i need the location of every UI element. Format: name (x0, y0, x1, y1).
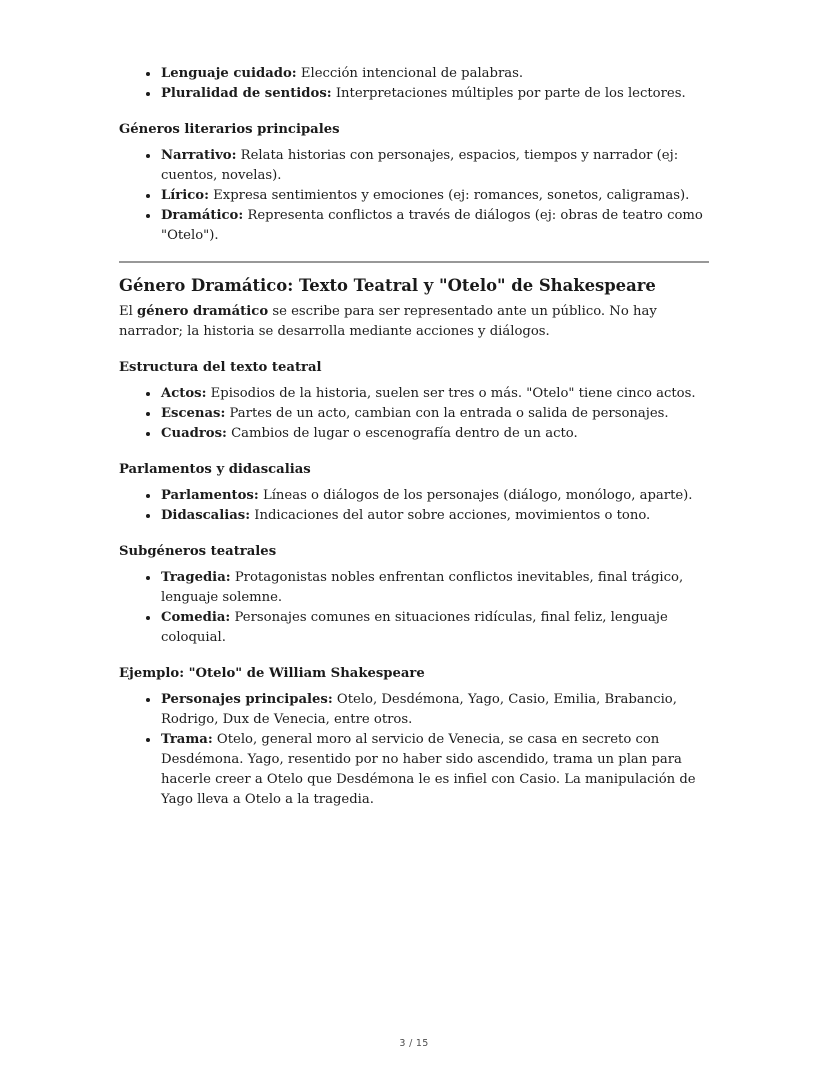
list-item (160, 146, 709, 186)
sub-heading: Subgéneros teatrales (119, 544, 277, 559)
text-run: se escribe para ser representado ante un público. No hay narrador; la historia se desarrolla mediante acciones y diálogos. (119, 304, 657, 339)
list-item-term: Cuadros: (161, 426, 227, 441)
list-item-text: Episodios de la historia, suelen ser tres o más. "Otelo" tiene cinco actos. (210, 386, 696, 401)
sub-heading: Estructura del texto teatral (119, 360, 322, 375)
list-item-text: Personajes comunes en situaciones ridículas, final feliz, lenguaje coloquial. (161, 610, 668, 645)
list-item (160, 690, 709, 730)
list-item (160, 486, 709, 506)
list-item-text: Expresa sentimientos y emociones (ej: romances, sonetos, caligramas). (213, 188, 690, 203)
list-item-term: Escenas: (161, 406, 226, 421)
list-item (160, 404, 709, 424)
bullet-list (119, 690, 709, 810)
list-item-text: Relata historias con personajes, espacios, tiempos y narrador (ej: cuentos, novelas). (161, 148, 679, 183)
sub-heading: Parlamentos y didascalias (119, 462, 311, 477)
list-item (160, 384, 709, 404)
list-item-term: Actos: (161, 386, 207, 401)
text-run: El (119, 304, 138, 319)
list-item (160, 64, 709, 84)
section-heading: Género Dramático: Texto Teatral y "Otelo" de Shakespeare (119, 276, 656, 295)
list-item-text: Interpretaciones múltiples por parte de los lectores. (335, 86, 686, 101)
horizontal-divider (119, 261, 709, 263)
list-item-term: Didascalias: (161, 508, 251, 523)
list-item-term: Lírico: (161, 188, 209, 203)
bullet-list (119, 568, 709, 648)
list-item-text: Otelo, Desdémona, Yago, Casio, Emilia, Brabancio, Rodrigo, Dux de Venecia, entre otros. (161, 692, 677, 727)
page-number: 3 / 15 (399, 1038, 429, 1049)
list-item-text: Cambios de lugar o escenografía dentro de un acto. (231, 426, 578, 441)
list-item-text: Otelo, general moro al servicio de Venecia, se casa en secreto con Desdémona. Yago, resentido por no haber sido ascendido, trama un plan para hacerle creer a Otelo que Desdémona le es infiel con Casio. La manipulación de Yago lleva a Otelo a la tragedia. (161, 732, 696, 807)
list-item-text: Partes de un acto, cambian con la entrada o salida de personajes. (229, 406, 669, 421)
list-item-text: Protagonistas nobles enfrentan conflictos inevitables, final trágico, lenguaje solemne. (161, 570, 684, 605)
sub-heading: Ejemplo: "Otelo" de William Shakespeare (119, 666, 425, 681)
list-item (160, 730, 709, 810)
list-item-term: Trama: (161, 732, 213, 747)
sub-heading: Géneros literarios principales (119, 122, 340, 137)
bullet-list (119, 146, 709, 246)
list-item (160, 186, 709, 206)
bold-text-run: género dramático (137, 304, 269, 319)
list-item-term: Comedia: (161, 610, 231, 625)
bullet-list (119, 384, 709, 444)
paragraph (119, 302, 709, 342)
bullet-list (119, 64, 709, 104)
list-item-text: Indicaciones del autor sobre acciones, movimientos o tono. (254, 508, 651, 523)
list-item (160, 608, 709, 648)
list-item-term: Tragedia: (161, 570, 231, 585)
list-item (160, 424, 709, 444)
list-item (160, 206, 709, 246)
list-item-term: Pluralidad de sentidos: (161, 86, 332, 101)
list-item-text: Líneas o diálogos de los personajes (diálogo, monólogo, aparte). (262, 488, 693, 503)
list-item-text: Elección intencional de palabras. (300, 66, 524, 81)
list-item-term: Parlamentos: (161, 488, 259, 503)
list-item-text: Representa conflictos a través de diálogos (ej: obras de teatro como "Otelo"). (161, 208, 703, 243)
list-item-term: Narrativo: (161, 148, 237, 163)
list-item (160, 84, 709, 104)
document-content (119, 64, 709, 810)
list-item-term: Lenguaje cuidado: (161, 66, 297, 81)
list-item-term: Dramático: (161, 208, 244, 223)
bullet-list (119, 486, 709, 526)
list-item-term: Personajes principales: (161, 692, 333, 707)
list-item (160, 506, 709, 526)
list-item (160, 568, 709, 608)
